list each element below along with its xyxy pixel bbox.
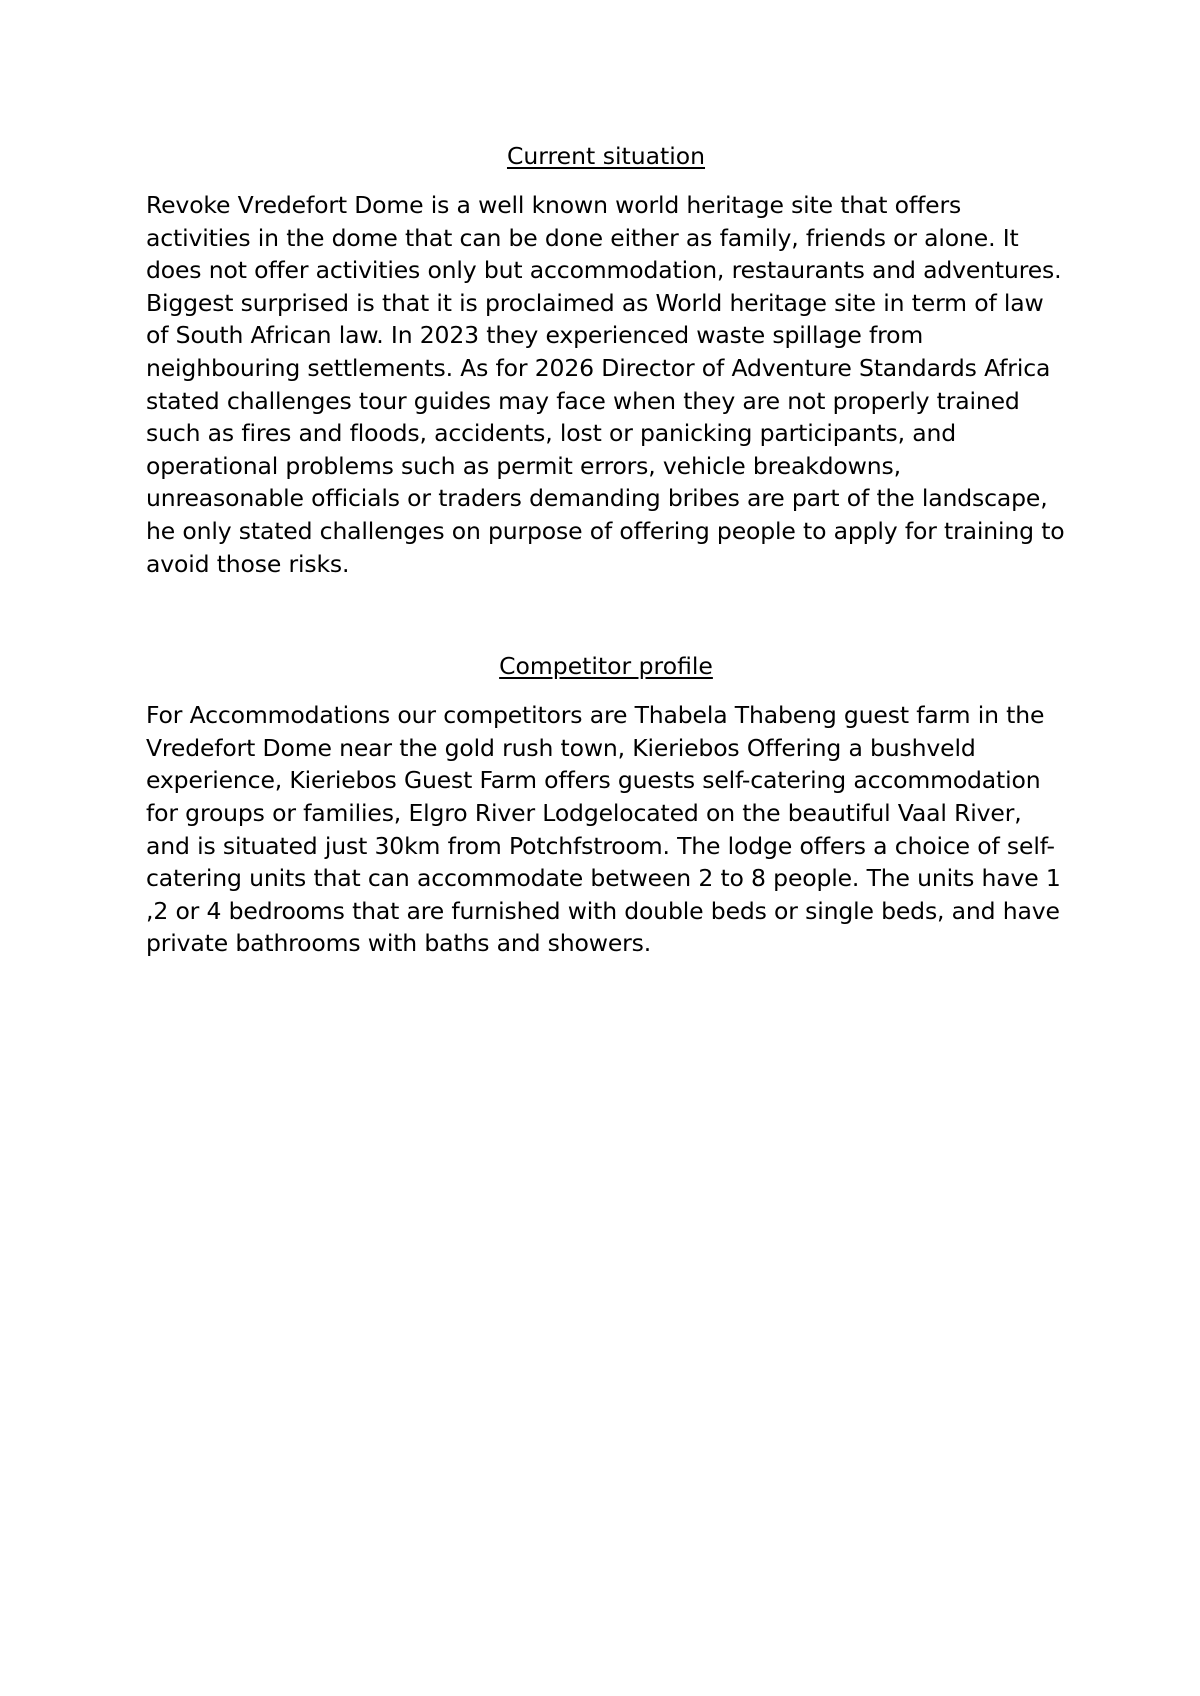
section-competitor-profile <box>146 650 1066 960</box>
section-current-situation <box>146 140 1066 580</box>
section-paragraph: For Accommodations our competitors are Thabela Thabeng guest farm in the Vredefort Dome near the gold rush town, Kieriebos Offering a bushveld experience, Kieriebos Guest Farm offers guests self-catering accommodation for groups or families, Elgro River Lodgelocated on the beautiful Vaal River, and is situated just 30km from Potchfstroom. The lodge offers a choice of self-catering units that can accommodate between 2 to 8 people. The units have 1 ,2 or 4 bedrooms that are furnished with double beds or single beds, and have private bathrooms with baths and showers. <box>146 701 1061 958</box>
section-spacer <box>146 580 1066 650</box>
document-body <box>146 140 1066 960</box>
section-heading: Competitor profile <box>499 652 713 681</box>
section-heading: Current situation <box>506 142 706 170</box>
section-paragraph: Revoke Vredefort Dome is a well known world heritage site that offers activities in the dome that can be done either as family, friends or alone. It does not offer activities only but accommodation, restaurants and adventures. Biggest surprised is that it is proclaimed as World heritage site in term of law of South African law. In 2023 they experienced waste spillage from neighbouring settlements. As for 2026 Director of Adventure Standards Africa stated challenges tour guides may face when they are not properly trained such as fires and floods, accidents, lost or panicking participants, and operational problems such as permit errors, vehicle breakdowns, unreasonable officials or traders demanding bribes are part of the landscape, he only stated challenges on purpose of offering people to apply for training to avoid those risks. <box>146 191 1065 578</box>
